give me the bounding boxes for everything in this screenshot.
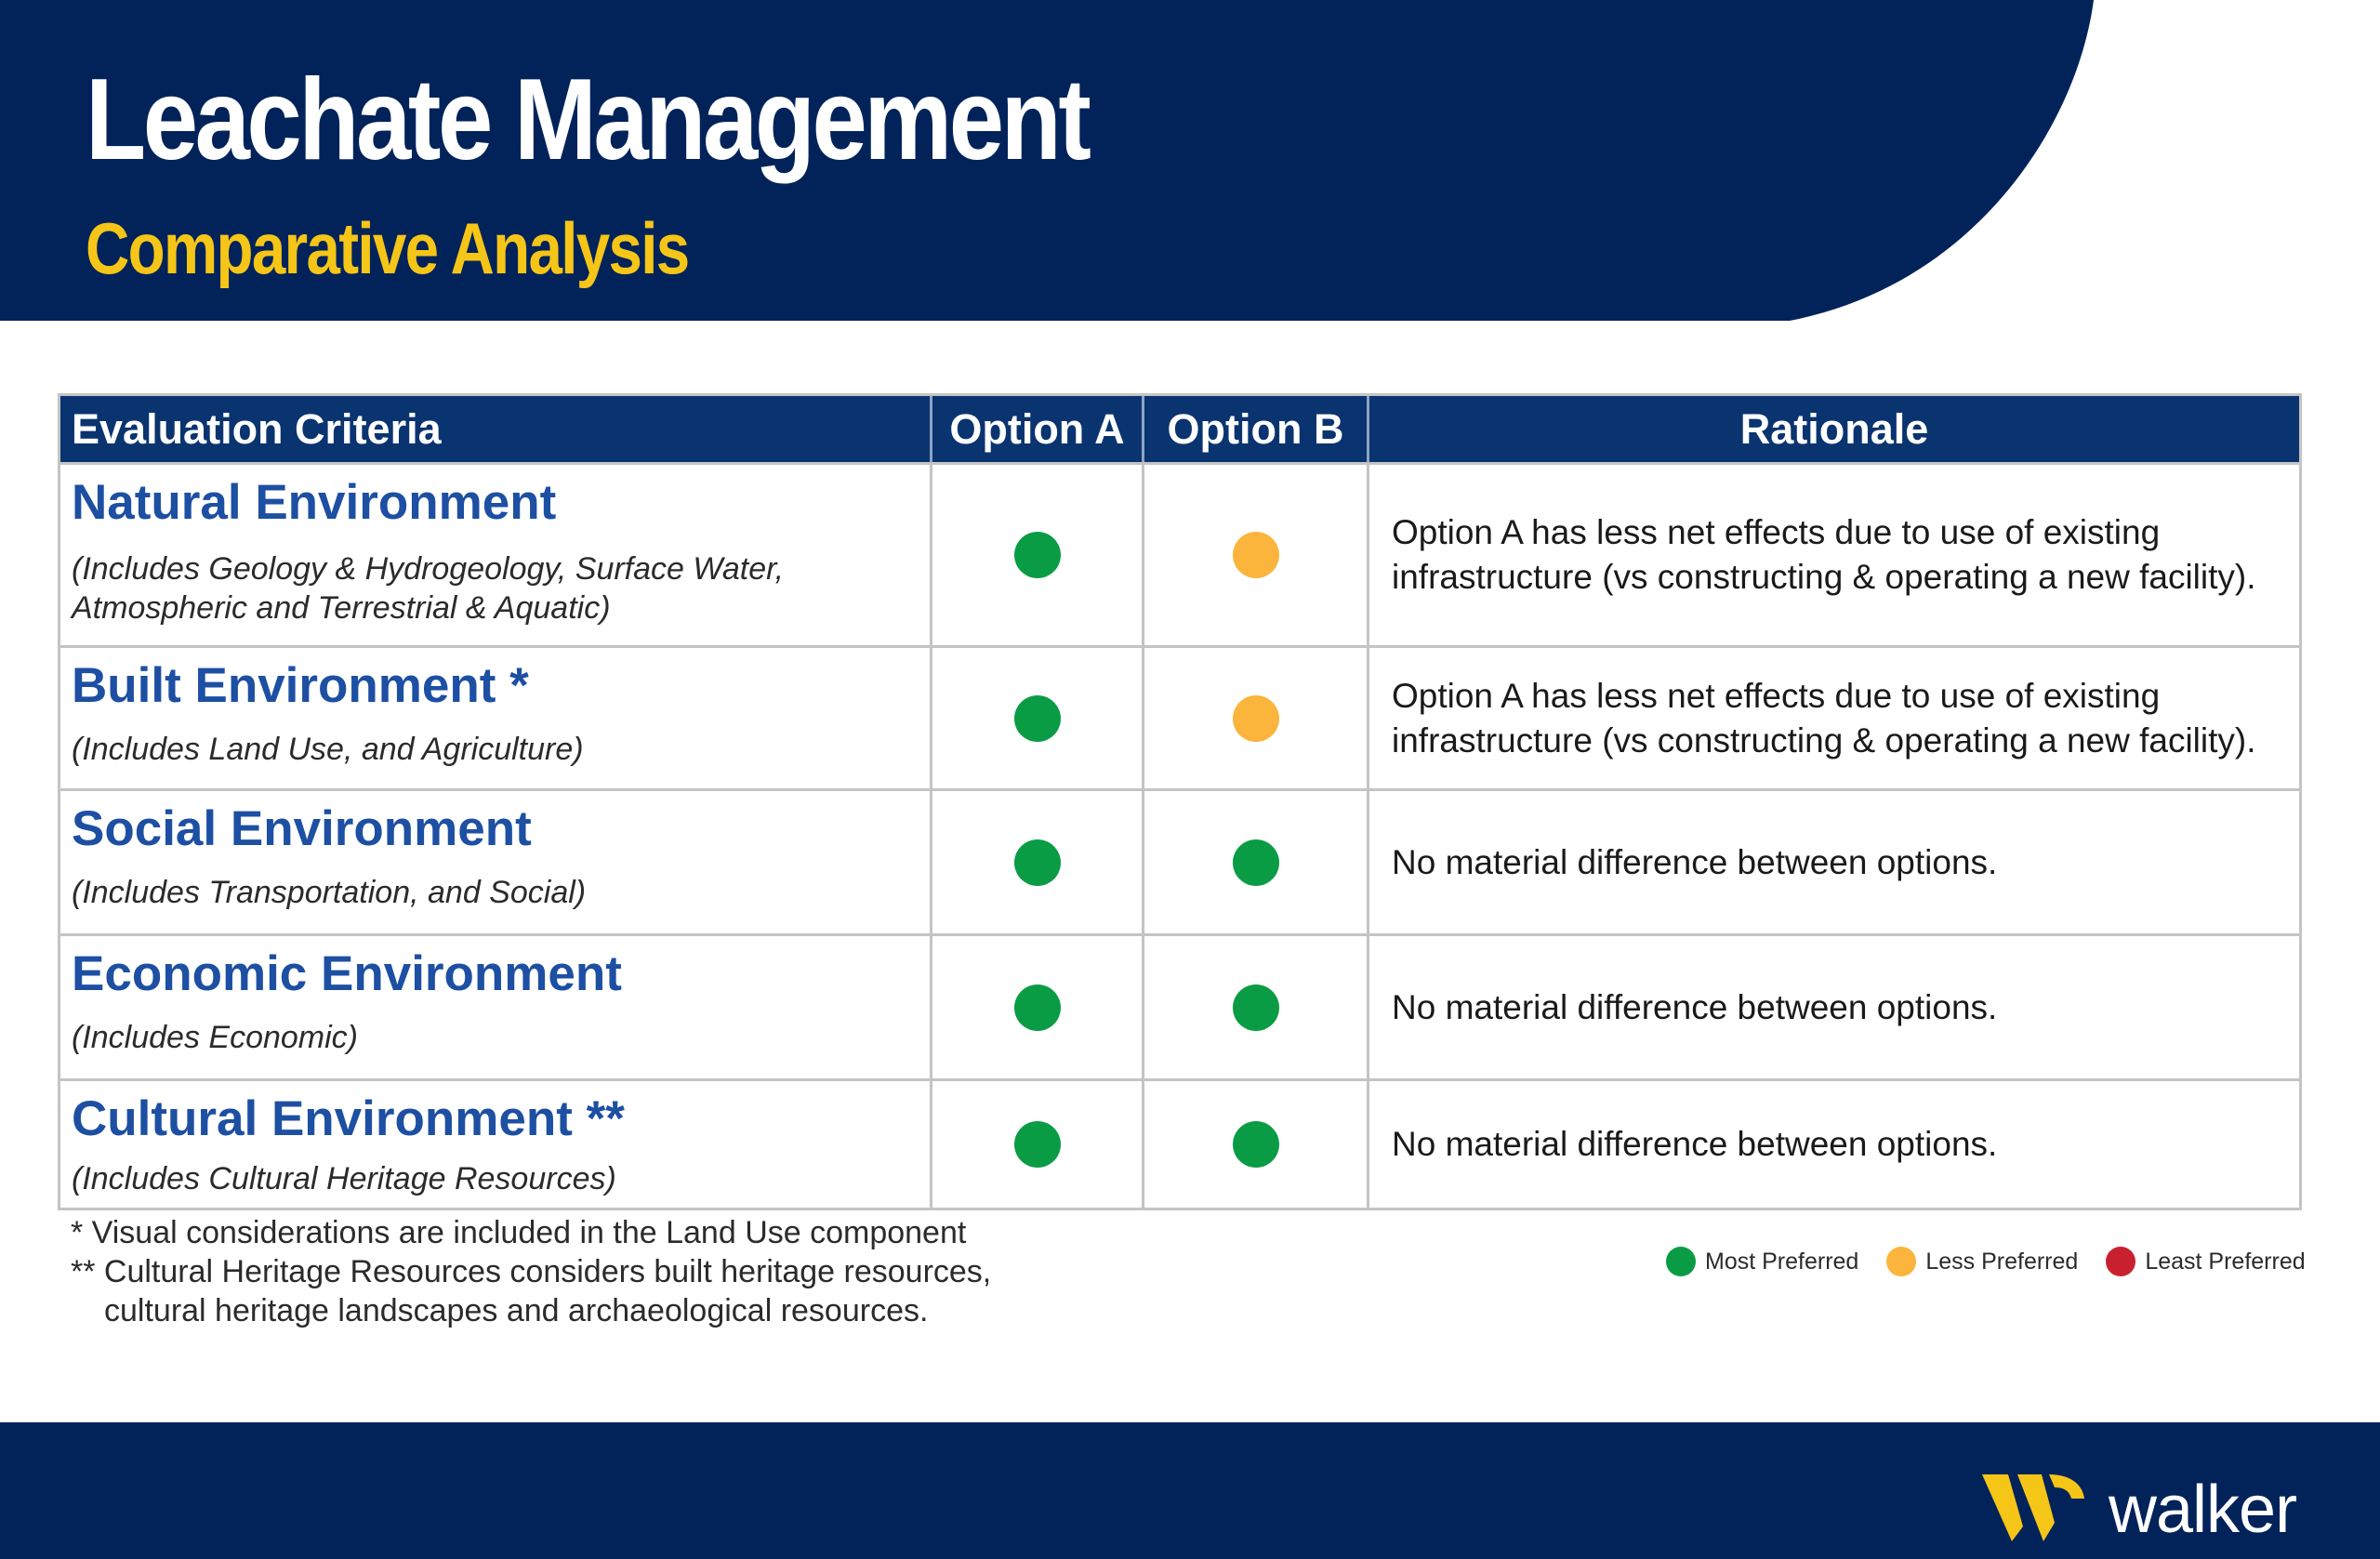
criterion-name: Economic Environment xyxy=(72,946,622,1001)
table-row xyxy=(60,645,2299,788)
rating-dot xyxy=(1014,984,1061,1031)
table-row xyxy=(60,788,2299,933)
red-dot-icon xyxy=(2106,1247,2135,1276)
criterion-description: (Includes Economic) xyxy=(72,1020,359,1055)
table-header-row xyxy=(60,396,2299,462)
rationale-text: No material difference between options. xyxy=(1392,987,1998,1026)
rating-dot xyxy=(1014,695,1061,742)
column-header-option-a: Option A xyxy=(930,396,1142,462)
table-row xyxy=(60,933,2299,1078)
criterion-description: (Includes Land Use, and Agriculture) xyxy=(72,732,584,767)
legend-item-most-preferred: Most Preferred xyxy=(1666,1247,1858,1276)
rating-dot xyxy=(1233,532,1279,578)
criterion-name: Cultural Environment ** xyxy=(72,1091,625,1146)
rating-dot xyxy=(1233,984,1279,1031)
comparison-table xyxy=(58,393,2302,1210)
table-row xyxy=(60,1078,2299,1208)
rating-dot xyxy=(1233,1121,1279,1168)
criterion-description: (Includes Geology & Hydrogeology, Surface Water, Atmospheric and Terrestrial & Aquatic) xyxy=(72,551,785,626)
walker-logo-text: walker xyxy=(2109,1473,2297,1547)
table-row xyxy=(60,462,2299,645)
rationale-text: No material difference between options. xyxy=(1392,1125,1998,1163)
criterion-name: Built Environment * xyxy=(72,658,529,713)
footnote-visual: * Visual considerations are included in the Land Use component xyxy=(71,1215,967,1250)
walker-w-logo-icon xyxy=(1980,1471,2094,1545)
rationale-text: Option A has less net effects due to use of existing infrastructure (vs constructing & operating a new facility). xyxy=(1392,513,2256,596)
legend-item-least-preferred: Least Preferred xyxy=(2106,1247,2305,1276)
page-title: Leachate Management xyxy=(86,56,1089,184)
footnote-cultural-continued: cultural heritage landscapes and archaeological resources. xyxy=(104,1293,929,1328)
column-header-rationale: Rationale xyxy=(1367,396,2299,462)
yellow-dot-icon xyxy=(1886,1247,1916,1276)
column-header-criteria: Evaluation Criteria xyxy=(72,404,442,453)
criterion-name: Natural Environment xyxy=(72,475,557,530)
rating-dot xyxy=(1014,532,1061,578)
column-header-option-b: Option B xyxy=(1142,396,1367,462)
criterion-description: (Includes Cultural Heritage Resources) xyxy=(72,1161,616,1196)
rating-dot xyxy=(1014,839,1061,886)
criterion-name: Social Environment xyxy=(72,801,532,856)
legend-item-less-preferred: Less Preferred xyxy=(1886,1247,2078,1276)
footnotes xyxy=(71,1213,991,1330)
green-dot-icon xyxy=(1666,1247,1696,1276)
criterion-description: (Includes Transportation, and Social) xyxy=(72,875,587,910)
page-subtitle: Comparative Analysis xyxy=(86,207,689,289)
rating-dot xyxy=(1014,1121,1061,1168)
rationale-text: No material difference between options. xyxy=(1392,842,1998,881)
footnote-cultural: ** Cultural Heritage Resources considers built heritage resources, xyxy=(71,1254,992,1289)
rationale-text: Option A has less net effects due to use of existing infrastructure (vs constructing & operating a new facility). xyxy=(1392,676,2256,760)
rating-dot xyxy=(1233,695,1279,742)
legend xyxy=(1666,1247,2306,1276)
rating-dot xyxy=(1233,839,1279,886)
